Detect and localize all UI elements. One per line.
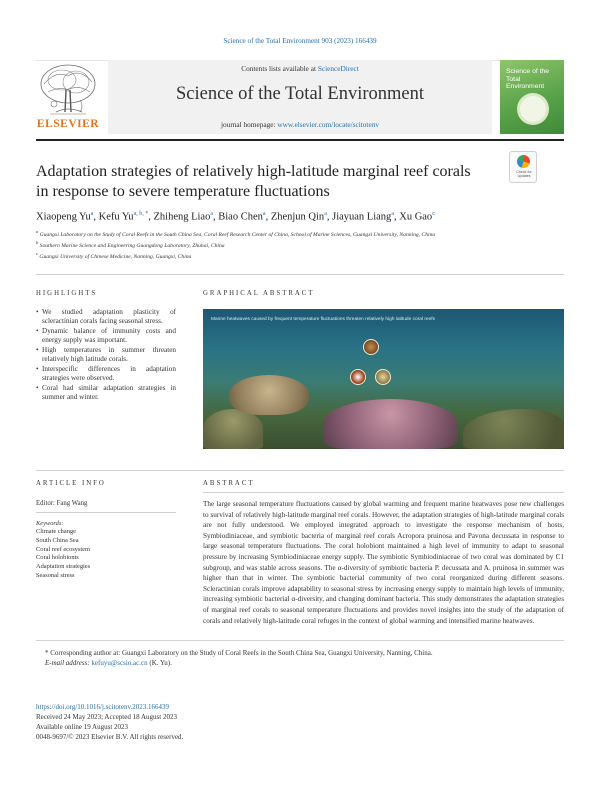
abstract-heading: ABSTRACT [203,480,255,487]
journal-citation[interactable]: Science of the Total Environment 903 (2023) 166439 [223,37,377,45]
homepage-link[interactable]: www.elsevier.com/locate/scitotenv [277,120,379,129]
keyword: Coral holobionts [36,554,79,562]
email-link[interactable]: kefuyu@scsio.ac.cn [91,659,148,667]
check-for-updates-button[interactable] [509,151,537,183]
highlights-heading: HIGHLIGHTS [36,290,98,297]
corresponding-author: * Corresponding author at: Guangxi Laboratory on the Study of Coral Reefs in the South China Sea, Guangxi University, Nanning, China. [45,649,433,657]
available-online: Available online 19 August 2023 [36,723,129,731]
email-line: E-mail address: kefuyu@scsio.ac.cn (K. Yu). [45,659,172,667]
cover-flower-graphic [520,96,546,122]
inset-circle-icon [350,369,366,385]
keywords-label: Keywords: [36,520,64,527]
keyword: Adaptation strategies [36,563,91,571]
corresponding-author-note [45,648,555,668]
author-list: Xiaopeng Yu$^a$, Kefu $Yu^{a, b, *}$, Zhiheng Liao$^a$, Biao Chen$^a$, Zhenjun Qin$^a$, Jiayuan Liang$^a$, Xu Gao$^c$ [36,211,435,223]
author[interactable]: Xiaopeng Yu [36,211,91,223]
divider [36,470,564,471]
author[interactable]: Biao Chen [218,211,263,223]
graphical-abstract-heading: GRAPHICAL ABSTRACT [203,290,315,297]
check-updates-label: Check for updates [516,170,532,179]
highlight-item: • High temperatures in summer threaten relatively high latitude corals. [36,346,176,364]
abstract-text: The large seasonal temperature fluctuations caused by global warming and frequent marine heatwaves pose new challenges to survival of relatively high-latitude marginal reef corals. However, the adaptation strategies of high-latitude marginal corals are not fully understood. We employed integrated approach to investigate the response mechanism of hosts, Symbiodiniaceae, and symbiotic bacteria of marginal reef corals Acropora pruinosa and Pavona decussata in response to large seasonal temperature fluctuations. The coral holobiont maintained a high level of immunity to adapt to seasonal pressure by increasing Symbiodiniaceae energy supply. The symbiotic Symbiodiniaceae of two coral was dominated by C1 subgroup, and was stable across seasons. The α-diversity of symbiotic bacteria P. decussata and A. pruinosa in summer was higher than that in winter. The symbiotic bacterial community of two coral reorganized during different seasons. Scleractinian corals improve adaptability to seasonal stress by increasing energy supply to maintain high levels of immunity, increasing symbiotic bacterial α-diversity, and changing dominant bacteria. This study demonstrates the adaptation strategies of marginal reef corals to seasonal temperature fluctuations and provides novel insights into the study of the adaptation of corals and relatively high-latitude coral refuges in the context of global warming and intensified marine heatwaves. [203,500,564,625]
affiliation: $^a$ Guangxi Laboratory on the Study of Coral Reefs in the South China Sea, Coral Reef Research Center of China, School of Marine Sciences, Guangxi University, Nanning, China [36,229,436,238]
inset-circle-icon [363,339,379,355]
journal-title: Science of the Total Environment [175,84,425,104]
author[interactable]: Xu Gao [399,211,433,223]
publication-info [36,702,436,742]
elsevier-wordmark: ELSEVIER [36,118,100,130]
copyright: 0048-9697/© 2023 Elsevier B.V. All rights reserved. [36,733,184,741]
divider [36,274,564,275]
sciencedirect-link[interactable]: ScienceDirect [317,64,359,73]
author[interactable]: Kefu Yu [98,211,134,223]
article-title: Adaptation strategies of relatively high-latitude marginal reef corals in response to severe temperature fluctuations [36,163,471,200]
author[interactable]: Jiayuan Liang [332,211,392,223]
graphical-abstract-image[interactable] [203,309,564,449]
highlight-item: • We studied adaptation plasticity of scleractinian corals facing seasonal stress. [36,308,176,326]
coral-shape [229,375,309,415]
highlight-item: • Dynamic balance of immunity costs and energy supply was important. [36,327,176,345]
coral-shape [203,409,263,449]
editor-line: Editor: Fang Wang [36,500,88,507]
doi-link[interactable]: https://doi.org/10.1016/j.scitotenv.2023.166439 [36,703,169,711]
author[interactable]: Zhiheng Liao [153,211,211,223]
cover-title: Science of the Total Environment [506,68,550,90]
coral-shape [463,409,564,449]
journal-cover-image [500,60,564,134]
header-divider [36,139,564,141]
divider [203,492,564,493]
keyword: Seasonal stress [36,571,75,579]
coral-shape [323,399,458,449]
keyword: Coral reef ecosystem [36,545,90,553]
homepage-line: journal homepage: www.elsevier.com/locate/scitotenv [221,120,379,129]
highlights-list [36,308,176,403]
article-info-heading: ARTICLE INFO [36,480,106,487]
divider [36,512,176,513]
highlight-item: • Coral had similar adaptation strategies in summer and winter. [36,384,176,402]
affiliations [36,228,564,261]
footnote-divider [36,640,564,641]
highlight-item: • Interspecific differences in adaptation strategies were observed. [36,365,176,383]
keyword: South China Sea [36,536,79,544]
graphical-abstract-caption: Marine heatwaves caused by frequent temperature fluctuations threaten relatively high latitude coral reefs [211,317,435,322]
keyword: Climate change [36,528,76,535]
received-dates: Received 24 May 2023; Accepted 18 August 2023 [36,713,177,721]
affiliation: $^c$ Guangxi University of Chinese Medicine, Nanning, Guangxi, China [36,251,192,260]
author[interactable]: Zhenjun Qin [270,211,325,223]
affiliation: $^b$ Southern Marine Science and Engineering Guangdong Laboratory, Zhuhai, China [36,240,225,249]
contents-line: Contents lists available at ScienceDirect [241,64,359,73]
check-updates-icon [517,155,530,168]
keywords-list [36,528,176,581]
inset-circle-icon [375,369,391,385]
